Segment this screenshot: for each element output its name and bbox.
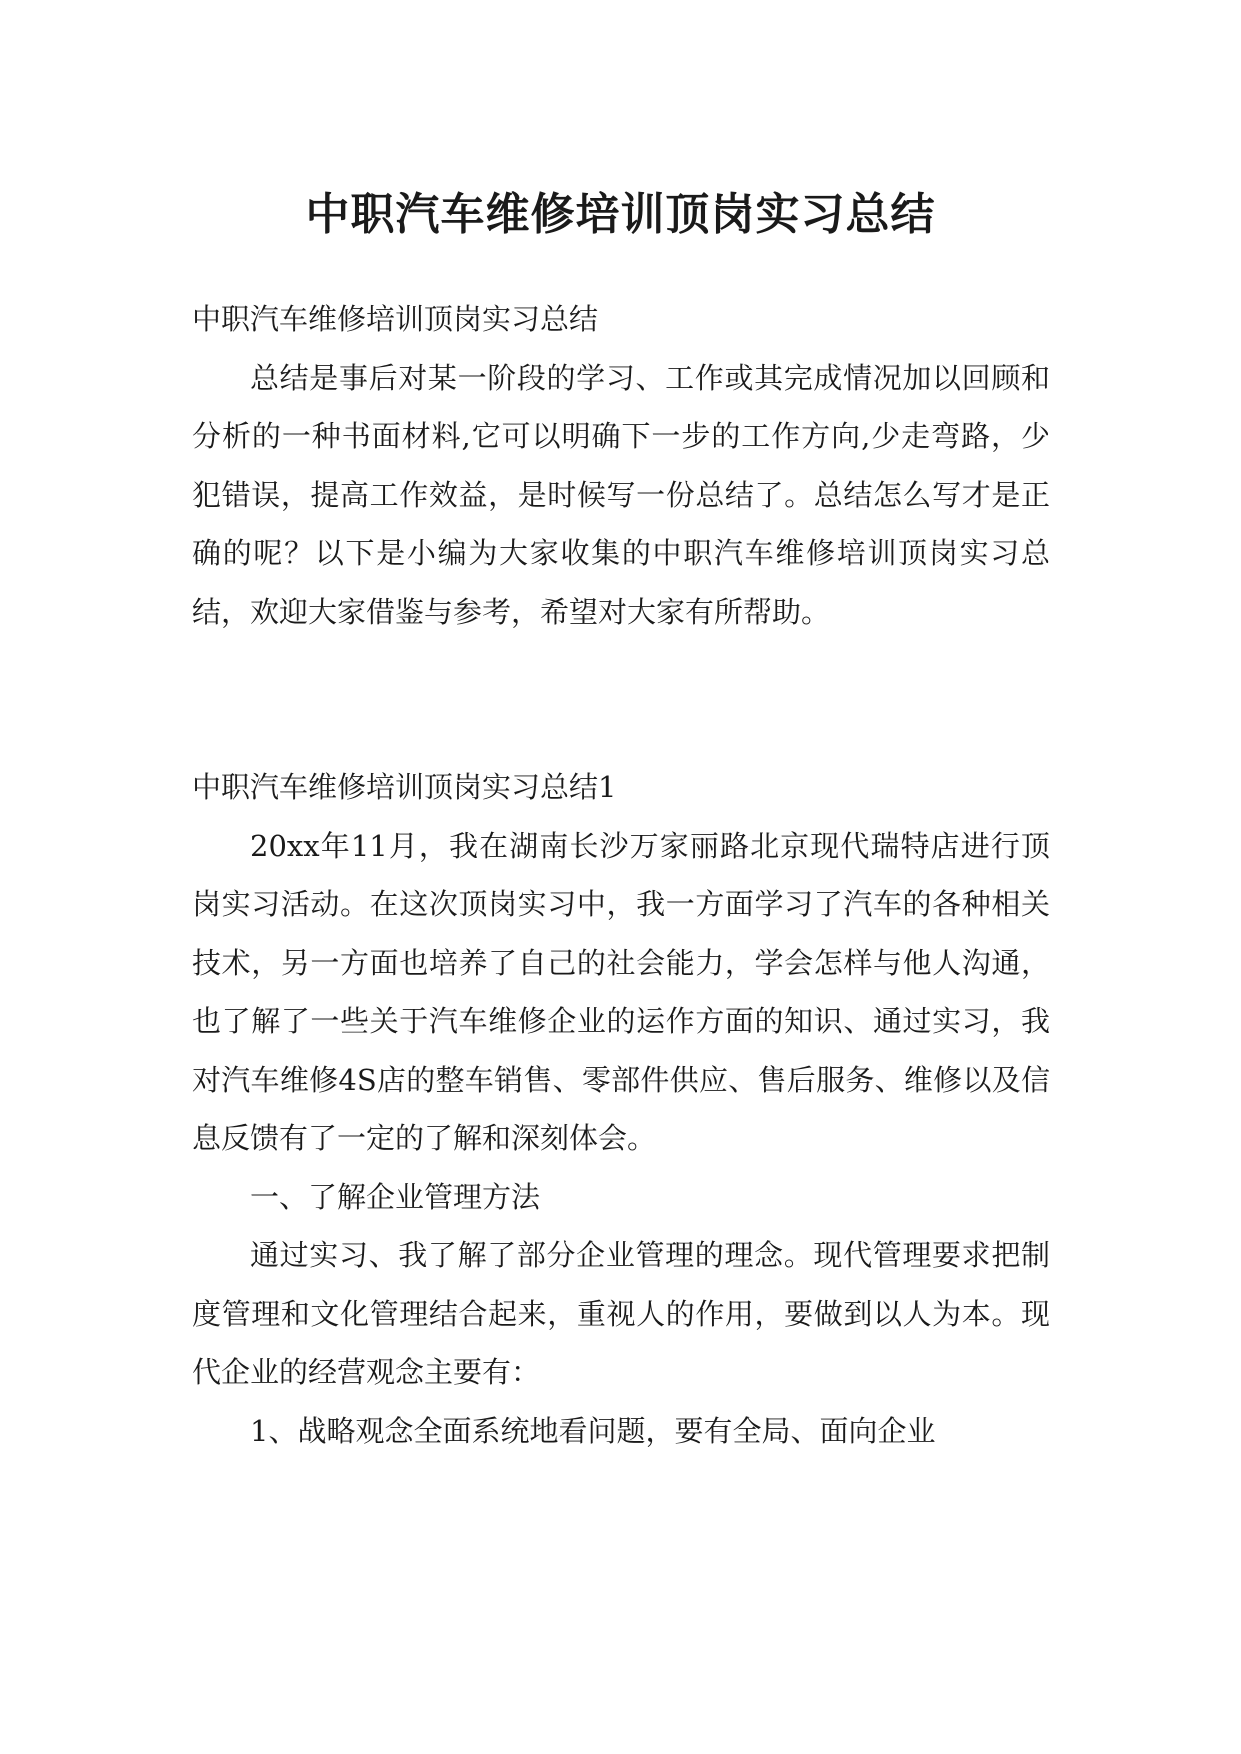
list-item: 1、战略观念全面系统地看问题，要有全局、面向企业 — [250, 1413, 936, 1448]
body-paragraph: 通过实习、我了解了部分企业管理的理念。现代管理要求把制度管理和文化管理结合起来，重视人的作用，要做到以人为本。现代企业的经营观念主要有： — [192, 1238, 1050, 1389]
section-spacer — [192, 641, 1050, 758]
intro-heading: 中职汽车维修培训顶岗实习总结 — [192, 302, 599, 336]
intro-paragraph: 总结是事后对某一阶段的学习、工作或其完成情况加以回顾和分析的一种书面材料,它可以明确下一步的工作方向,少走弯路，少犯错误，提高工作效益，是时候写一份总结了。总结怎么写才是正确的呢？以下是小编为大家收集的中职汽车维修培训顶岗实习总结，欢迎大家借鉴与参考，希望对大家有所帮助。 — [192, 360, 1050, 629]
document-title: 中职汽车维修培训顶岗实习总结 — [305, 189, 936, 241]
document-body — [192, 290, 1050, 1460]
body-paragraph: 20xx年11月，我在湖南长沙万家丽路北京现代瑞特店进行顶岗实习活动。在这次顶岗实习中，我一方面学习了汽车的各种相关技术，另一方面也培养了自己的社会能力，学会怎样与他人沟通，也了解了一些关于汽车维修企业的运作方面的知识、通过实习，我对汽车维修4S店的整车销售、零部件供应、售后服务、维修以及信息反馈有了一定的了解和深刻体会。 — [192, 828, 1050, 1155]
subsection-heading: 一、了解企业管理方法 — [250, 1179, 541, 1214]
section-heading: 中职汽车维修培训顶岗实习总结1 — [192, 770, 617, 804]
